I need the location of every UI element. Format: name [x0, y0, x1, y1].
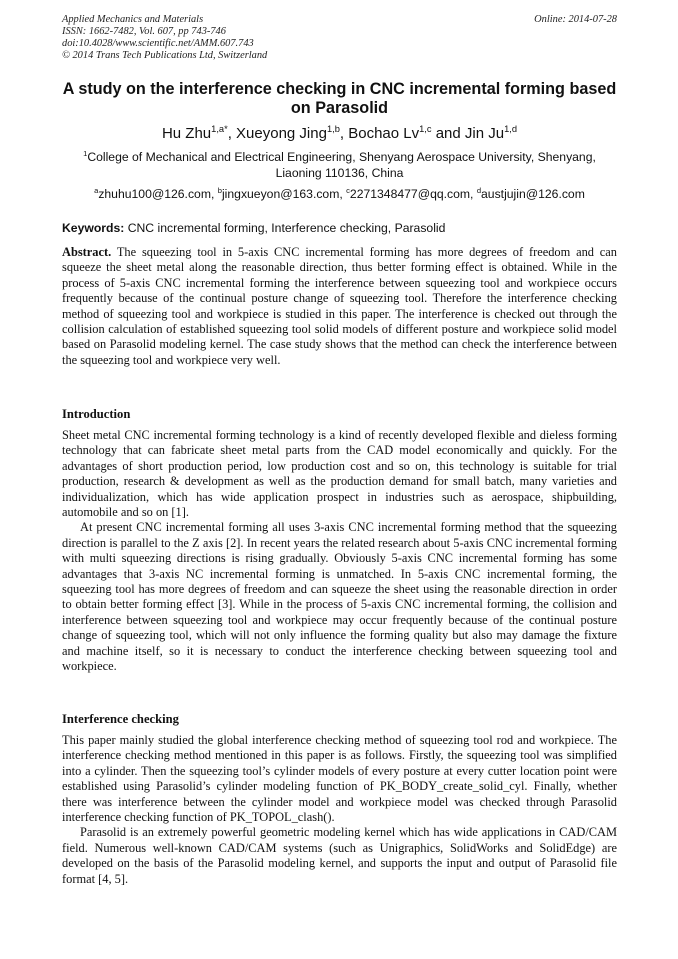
email-address[interactable]: jingxueyon@163.com — [221, 187, 340, 201]
author-sup: 1,a* — [211, 124, 228, 135]
paragraph: This paper mainly studied the global interference checking method of squeezing tool rod and workpiece. The interference checking method mentioned in this paper is as follows. Firstly, the squeezing tool was simplified into a cylinder. Then the squeezing tool’s cylinder models of every posture at every cutter location point were established using Parasolid’s cylinder modeling function of PK_BODY_create_solid_cyl. Finally, whether there was interference between the cylinder model and workpiece model was checked through Parasolid interference checking function of PK_TOPOL_clash(). — [62, 733, 617, 825]
online-date: Online: 2014-07-28 — [534, 14, 617, 25]
affiliation-sup: 1 — [83, 149, 88, 159]
issn-line: ISSN: 1662-7482, Vol. 607, pp 743-746 — [62, 26, 226, 37]
author-name: Bochao Lv — [348, 125, 420, 142]
journal-name: Applied Mechanics and Materials — [62, 14, 204, 25]
paragraph: Parasolid is an extremely powerful geometric modeling kernel which has wide applications in CAD/CAM field. Numerous well-known CAD/CAM systems (such as Unigraphics, SolidWorks and SolidEdge) are developed on the basis of the Parasolid modeling kernel, and supports the input and output of Parasolid file format [4, 5]. — [62, 825, 617, 886]
abstract — [62, 245, 617, 368]
section-heading: Introduction — [62, 407, 131, 421]
section-heading: Interference checking — [62, 712, 179, 726]
doi-line: doi:10.4028/www.scientific.net/AMM.607.743 — [62, 38, 254, 49]
keywords — [62, 221, 617, 236]
keywords-label: Keywords: — [62, 221, 125, 235]
author-name: Xueyong Jing — [236, 125, 327, 142]
abstract-label: Abstract. — [62, 245, 112, 259]
author-sup: 1,d — [504, 124, 518, 135]
email-sep: , — [339, 187, 347, 201]
journal-header — [62, 14, 617, 62]
affiliation — [62, 150, 617, 181]
email-sep: , — [470, 187, 477, 201]
author-sup: 1,c — [419, 124, 432, 135]
author-name: Hu Zhu — [161, 125, 212, 142]
email-sup: c — [346, 186, 350, 196]
email-sup: b — [217, 186, 222, 196]
email-list — [62, 187, 617, 202]
paragraph: Sheet metal CNC incremental forming technology is a kind of recently developed flexible and dieless forming technology that can fabricate sheet metal parts from the CAD model economically and quickly. For the advantages of short production period, low production cost and so on, this technology is suitable for trial production, research & development as well as the production demand for small batch, many varieties and individualization, which has wide application prospect in industries such as aerospace, shipbuilding, automobile and so on [1]. — [62, 428, 617, 520]
author-sep: and — [431, 125, 465, 142]
email-sup: d — [476, 186, 482, 196]
author-sep: , — [227, 125, 237, 142]
abstract-text: The squeezing tool in 5-axis CNC incremental forming has more degrees of freedom and can squeeze the sheet metal along the reasonable direction, thus better forming effect is obtained. While in the process of 5-axis CNC incremental forming the interference between squeezing tool and workpiece occurs frequently because of the continual posture change of squeezing tool. Therefore the interference checking method of squeezing tool and workpiece is studied in this paper. The interference is checked out through the collision calculation of established squeezing tool solid models of different posture and workpiece solid model based on Parasolid modeling kernel. The case study shows that the method can check the interference between the squeezing tool and workpiece very well. — [62, 245, 617, 367]
email-address[interactable]: zhuhu100@126.com — [98, 187, 211, 201]
author-name: Jin Ju — [464, 125, 505, 142]
introduction-section — [62, 406, 617, 675]
author-list — [62, 125, 617, 143]
keywords-text: CNC incremental forming, Interference checking, Parasolid — [124, 221, 446, 235]
copyright-line: © 2014 Trans Tech Publications Ltd, Switzerland — [62, 50, 268, 61]
author-sep: , — [339, 125, 349, 142]
affiliation-text: College of Mechanical and Electrical Engineering, Shenyang Aerospace University, Shenyang, Liaoning 110136, China — [87, 150, 596, 180]
interference-checking-section — [62, 711, 617, 887]
paper-title: A study on the interference checking in CNC incremental forming based on Parasolid — [62, 80, 617, 117]
email-sup: a — [94, 186, 99, 196]
abstract-paragraph — [62, 245, 617, 368]
email-address[interactable]: austjujin@126.com — [481, 187, 585, 201]
paragraph: At present CNC incremental forming all uses 3-axis CNC incremental forming method that the squeezing direction is parallel to the Z axis [2]. In recent years the related research about 5-axis CNC incremental forming with multi squeezing directions is rising gradually. Obviously 5-axis CNC incremental forming has some advantages that 3-axis NC incremental forming is unmatched. In 5-axis CNC incremental forming, the squeezing tool has more degrees of freedom and can squeeze the sheet using the reasonable direction in order to obtain better forming effect [3]. While in the process of 5-axis CNC incremental forming, the collision and interference between squeezing tool and workpiece may occur frequently because of the continual posture change of squeezing tool, which will not only influence the forming quality but also may damage the fixture and machine itself, so it is necessary to conduct the interference checking between squeezing tool and workpiece. — [62, 520, 617, 674]
email-address[interactable]: 2271348477@qq.com — [349, 187, 471, 201]
email-sep: , — [210, 187, 218, 201]
author-sup: 1,b — [326, 124, 340, 135]
